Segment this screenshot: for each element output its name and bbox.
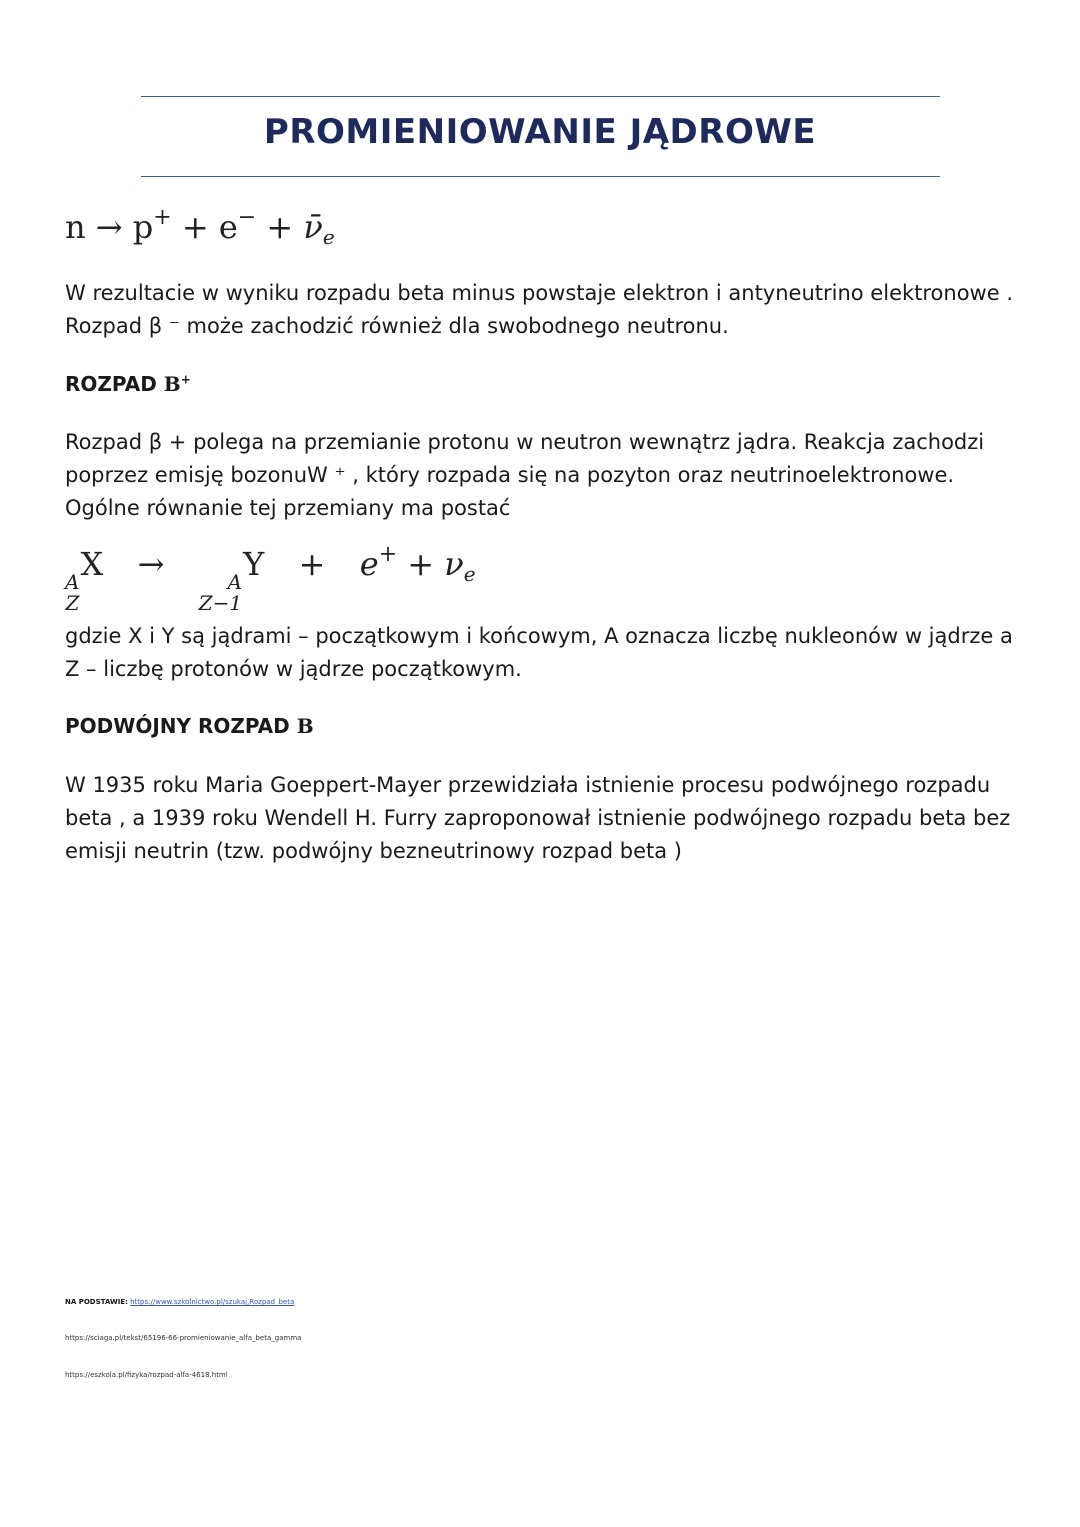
section-heading-beta-plus xyxy=(65,372,191,396)
reference-label: NA PODSTAWIE: xyxy=(65,1298,128,1306)
section-heading-double-beta xyxy=(65,714,314,738)
top-divider xyxy=(141,96,940,97)
mass-number: A xyxy=(227,570,243,594)
plus-symbol: + xyxy=(298,545,326,583)
plus-symbol: + xyxy=(407,545,435,583)
positron-charge: + xyxy=(378,542,398,567)
reference-link-3[interactable]: https://eszkola.pl/fizyka/rozpad-alfa-4618.html xyxy=(65,1371,228,1379)
arrow-symbol: → xyxy=(137,545,165,583)
proton-charge: + xyxy=(153,205,172,230)
paragraph-beta-minus: W rezultacie w wyniku rozpadu beta minus powstaje elektron i antyneutrino elektronowe . Rozpad β ⁻ może zachodzić również dla swobodnego neutronu. xyxy=(65,281,1014,338)
positron-symbol: e xyxy=(359,545,379,583)
reference-link-2[interactable]: https://sciaga.pl/tekst/65196-66-promieniowanie_alfa_beta_gamma xyxy=(65,1334,302,1342)
page-title: PROMIENIOWANIE JĄDROWE xyxy=(263,112,817,152)
neutrino-symbol: ν xyxy=(444,545,464,583)
beta-minus-equation xyxy=(65,205,335,249)
electron-symbol: e xyxy=(218,208,238,246)
paragraph-equation-explanation: gdzie X i Y są jądrami – początkowym i końcowym, A oznacza liczbę nukleonów w jądrze a Z – liczbę protonów w jądrze początkowym. xyxy=(65,624,1013,681)
mass-number: A xyxy=(65,570,80,594)
neutrino-subscript: e xyxy=(463,562,476,586)
parent-nucleus-symbol: X xyxy=(80,545,104,583)
antineutrino-symbol: ν̄ xyxy=(303,208,323,246)
plus-symbol: + xyxy=(266,208,294,246)
heading-greek: Β xyxy=(163,372,181,396)
heading-superscript: + xyxy=(180,372,191,387)
heading-greek: Β xyxy=(296,714,314,738)
antineutrino-subscript: e xyxy=(322,225,335,249)
neutron-symbol: n xyxy=(65,208,86,246)
plus-symbol: + xyxy=(181,208,209,246)
heading-text: ROZPAD xyxy=(65,372,164,396)
beta-plus-equation xyxy=(65,542,476,615)
atomic-number: Z xyxy=(65,591,80,615)
heading-text: PODWÓJNY ROZPAD xyxy=(65,714,297,738)
nucleon-stack xyxy=(65,572,79,614)
paragraph-double-beta: W 1935 roku Maria Goeppert-Mayer przewidziała istnienie procesu podwójnego rozpadu beta , a 1939 roku Wendell H. Furry zaproponował istnienie podwójnego rozpadu beta bez emisji neutrin (tzw. podwójny bezneutrinowy rozpad beta ) xyxy=(65,773,1011,863)
electron-charge: − xyxy=(237,205,257,230)
paragraph-beta-plus: Rozpad β + polega na przemianie protonu w neutron wewnątrz jądra. Reakcja zachodzi poprzez emisję bozonuW ⁺ , który rozpada się na pozyton oraz neutrinoelektronowe. Ogólne równanie tej przemiany ma postać xyxy=(65,430,985,520)
atomic-number: Z−1 xyxy=(198,591,243,615)
arrow-symbol: → xyxy=(95,208,123,246)
reference-line-1 xyxy=(65,1298,294,1306)
proton-symbol: p xyxy=(132,208,154,246)
bottom-divider xyxy=(141,176,940,177)
reference-link-1[interactable]: https://www.szkolnictwo.pl/szukaj,Rozpad_beta xyxy=(130,1298,295,1306)
nucleon-stack xyxy=(199,572,242,614)
daughter-nucleus-symbol: Y xyxy=(243,545,265,583)
